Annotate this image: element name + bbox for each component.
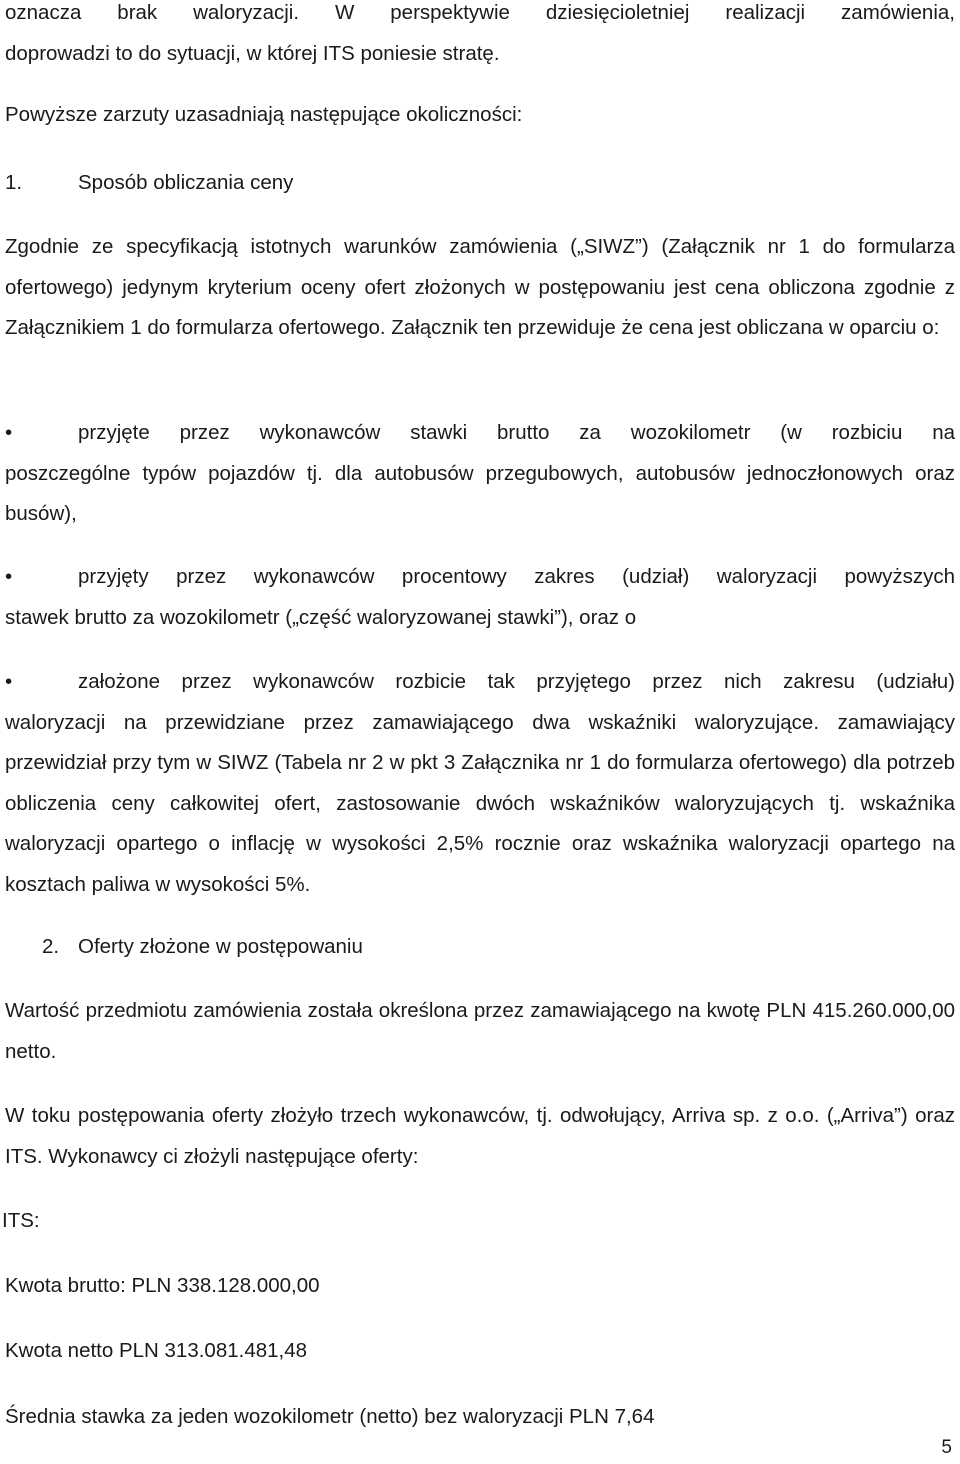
intro-line-2: doprowadzi to do sytuacji, w której ITS poniesie stratę. — [5, 41, 500, 65]
wtoku-paragraph: W toku postępowania oferty złożyło trzech wykonawców, tj. odwołujący, Arriva sp. z o.o. („Arriva”) oraz ITS. Wykonawcy ci złożyli następujące oferty: — [5, 1104, 955, 1168]
section-number-1: 1. — [5, 171, 23, 194]
section-heading-1 — [5, 163, 955, 203]
section-heading-2 — [5, 927, 955, 967]
page-number: 5 — [941, 1437, 952, 1458]
bullet-item-1 — [5, 413, 955, 535]
bullet-3-continuation: waloryzacji na przewidziane przez zamawiającego dwa wskaźniki waloryzujące. zamawiający przewidział przy tym w SIWZ (Tabela nr 2 w pkt 3 Załącznika nr 1 do formularza ofertowego) dla potrzeb obliczenia ceny całkowitej ofert, zastosowanie dwóch wskaźników waloryzujących tj. wskaźnika waloryzacji opartego o inflację w wysokości 2,5% rocznie oraz wskaźnika waloryzacji opartego na kosztach paliwa w wysokości 5%. — [5, 710, 955, 896]
intro-paragraph — [5, 0, 955, 74]
section-title-2: Oferty złożone w postępowaniu — [78, 935, 363, 958]
bullet-1-continuation: poszczególne typów pojazdów tj. dla autobusów przegubowych, autobusów jednoczłonowych oraz busów), — [5, 461, 955, 525]
bullet-2-first-line: przyjęty przez wykonawców procentowy zakres (udział) waloryzacji powyższych — [78, 565, 955, 588]
srednia-stawka: Średnia stawka za jeden wozokilometr (netto) bez waloryzacji PLN 7,64 — [5, 1405, 655, 1428]
zgodnie-paragraph: Zgodnie ze specyfikacją istotnych warunków zamówienia („SIWZ”) (Załącznik nr 1 do formularza ofertowego) jedynym kryterium oceny ofert złożonych w postępowaniu jest cena obliczona zgodnie z Załącznikiem 1 do formularza ofertowego. Załącznik ten przewiduje że cena jest obliczana w oparciu o: — [5, 235, 955, 339]
bullet-item-3 — [5, 662, 955, 905]
wartosc-paragraph: Wartość przedmiotu zamówienia została określona przez zamawiającego na kwotę PLN 415.260.000,00 netto. — [5, 999, 955, 1063]
intro-line-1: oznacza brak waloryzacji. W perspektywie dziesięcioletniej realizacji zamówienia, — [5, 1, 955, 24]
its-label: ITS: — [2, 1209, 40, 1232]
bullet-marker: • — [5, 670, 13, 693]
bullet-2-continuation: stawek brutto za wozokilometr („część waloryzowanej stawki”), oraz o — [5, 605, 637, 629]
kwota-brutto: Kwota brutto: PLN 338.128.000,00 — [5, 1274, 320, 1297]
bullet-marker: • — [5, 565, 13, 588]
section-number-2: 2. — [42, 935, 60, 958]
bullet-item-2 — [5, 557, 955, 638]
powyzsze-paragraph: Powyższe zarzuty uzasadniają następujące okoliczności: — [5, 103, 523, 126]
kwota-netto: Kwota netto PLN 313.081.481,48 — [5, 1339, 308, 1362]
bullet-marker: • — [5, 421, 13, 444]
bullet-3-first-line: założone przez wykonawców rozbicie tak przyjętego przez nich zakresu (udziału) — [78, 670, 955, 693]
bullet-1-first-line: przyjęte przez wykonawców stawki brutto za wozokilometr (w rozbiciu na — [78, 421, 955, 444]
section-title-1: Sposób obliczania ceny — [78, 171, 294, 194]
